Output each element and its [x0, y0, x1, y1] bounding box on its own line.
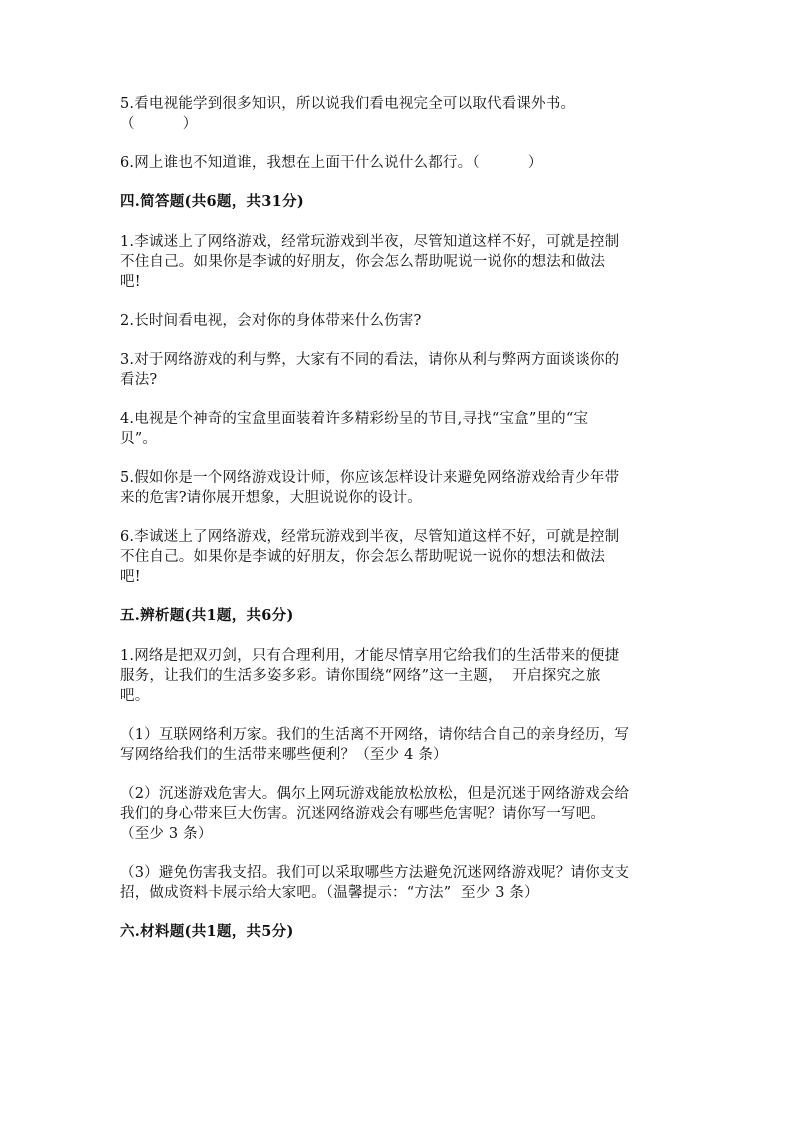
section4-q5: 5.假如你是一个网络游戏设计师，你应该怎样设计来避免网络游戏给青少年带 来的危害?请你展开想象，大胆说说你的设计。	[120, 470, 620, 506]
document-page	[120, 94, 680, 962]
section4-q6: 6.李诚迷上了网络游戏，经常玩游戏到半夜，尽管知道这样不好，可就是控制 不住自己。如果你是李诚的好朋友，你会怎么帮助呢说一说你的想法和做法 吧!	[120, 529, 620, 585]
section5-q1: 1.网络是把双刃剑，只有合理利用，才能尽情享用它给我们的生活带来的便捷 服务，让我们的生活多姿多彩。请你围绕“网络”这一主题， 开启探究之旅 吧。	[120, 648, 620, 704]
section5-heading: 五.辨析题(共1题，共6分)	[120, 607, 294, 624]
judgement-q5: 5.看电视能学到很多知识，所以说我们看电视完全可以取代看课外书。 （ ）	[120, 96, 576, 132]
section6-heading: 六.材料题(共1题，共5分)	[120, 923, 294, 940]
section5-sub1: （1）互联网络利万家。我们的生活离不开网络，请你结合自己的亲身经历，写 写网络给我们的生活带来哪些便利？（至少 4 条）	[120, 727, 630, 763]
section4-q4: 4.电视是个神奇的宝盒里面装着许多精彩纷呈的节目,寻找“宝盒”里的“宝 贝”。	[120, 411, 589, 447]
judgement-q6: 6.网上谁也不知道谁，我想在上面干什么说什么都行。（ ）	[120, 155, 543, 171]
section4-q2: 2.长时间看电视，会对你的身体带来什么伤害?	[120, 313, 422, 329]
section5-sub3: （3）避免伤害我支招。我们可以采取哪些方法避免沉迷网络游戏呢？请你支支 招，做成资料卡展示给大家吧。（温馨提示：“方法” 至少 3 条）	[120, 865, 630, 901]
section5-sub2: （2）沉迷游戏危害大。偶尔上网玩游戏能放松放松，但是沉迷于网络游戏会给 我们的身心带来巨大伤害。沉迷网络游戏会有哪些危害呢？请你写一写吧。 （至少 3 条）	[120, 786, 630, 842]
section4-heading: 四.简答题(共6题，共31分)	[120, 193, 305, 210]
section4-q3: 3.对于网络游戏的利与弊，大家有不同的看法，请你从利与弊两方面谈谈你的 看法?	[120, 352, 620, 388]
section4-q1: 1.李诚迷上了网络游戏，经常玩游戏到半夜，尽管知道这样不好，可就是控制 不住自己。如果你是李诚的好朋友，你会怎么帮助呢说一说你的想法和做法 吧!	[120, 234, 620, 290]
